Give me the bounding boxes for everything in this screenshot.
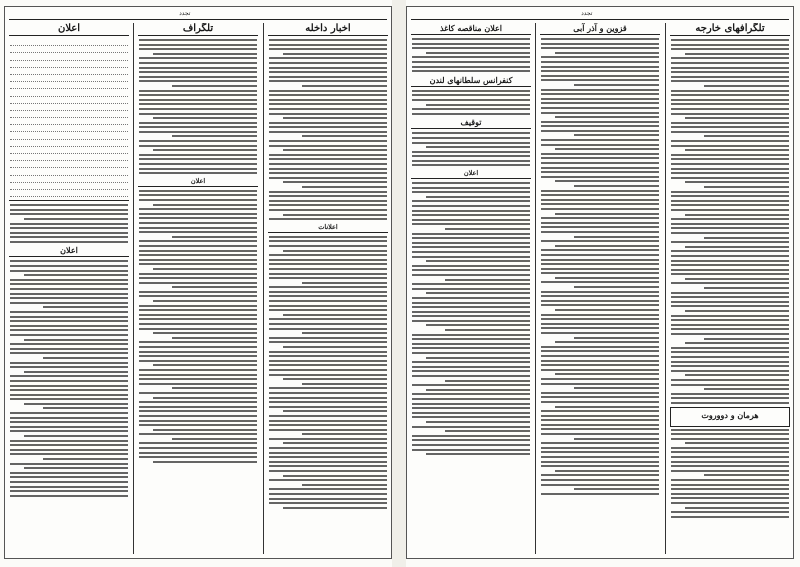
price-table-row	[10, 111, 128, 118]
price-table-row	[10, 183, 128, 190]
right-column-1-text-b	[412, 90, 530, 115]
right-column-3-heading: تلگرافهای خارجه	[670, 23, 790, 36]
right-column-2-heading: قزوین و آذر آبی	[540, 23, 660, 35]
right-column-1-text-d	[412, 182, 530, 455]
left-page-folio	[9, 9, 387, 20]
price-table-row	[10, 53, 128, 60]
price-table-row	[10, 46, 128, 53]
price-table-row	[10, 140, 128, 147]
right-column-1	[409, 23, 533, 554]
right-column-1-mid-heading-a: کنفرانس سلطانهای لندن	[411, 75, 531, 87]
price-table-row	[10, 132, 128, 139]
right-folio-title: تجدد	[581, 10, 593, 17]
left-column-1-heading: اعلان	[9, 23, 129, 36]
left-column-3-heading: اخبار داخله	[268, 23, 388, 36]
price-table-row	[10, 82, 128, 89]
right-column-1-mid-heading-c: اعلان	[411, 169, 531, 179]
price-table-row	[10, 190, 128, 197]
right-column-3	[668, 23, 792, 554]
right-column-2	[538, 23, 662, 554]
right-column-1-text-c	[412, 132, 530, 166]
price-table-row	[10, 104, 128, 111]
right-column-3-box-heading: هرمان و دووروت	[701, 409, 759, 420]
price-table-row	[10, 39, 128, 46]
left-column-3-text-a	[269, 39, 387, 220]
right-column-2-text-a	[541, 38, 659, 495]
price-table-row	[10, 147, 128, 154]
left-column-2-heading: تلگراف	[138, 23, 258, 36]
left-column-2-text-b	[139, 190, 257, 463]
left-page	[4, 6, 392, 559]
left-column-3-mid-heading: اعلانات	[268, 223, 388, 233]
left-column-1-mid-heading: اعلان	[9, 245, 129, 257]
left-column-3	[266, 23, 390, 554]
left-column-2-text-a	[139, 39, 257, 174]
right-page-folio	[411, 9, 789, 20]
right-page	[406, 6, 794, 559]
right-column-1-text-a	[412, 38, 530, 72]
left-column-1-text-a	[10, 204, 128, 243]
right-column-3-text-a	[671, 39, 789, 404]
left-column-1	[7, 23, 131, 554]
price-table	[10, 39, 128, 197]
left-column-2-mid-heading: اعلان	[138, 177, 258, 187]
price-table-row	[10, 125, 128, 132]
right-column-3-text-b	[671, 429, 789, 518]
price-table-row	[10, 118, 128, 125]
left-column-2	[136, 23, 260, 554]
price-table-row	[10, 168, 128, 175]
right-column-3-box	[670, 407, 790, 427]
right-column-1-mid-heading-b: توقیف	[411, 117, 531, 129]
price-table-row	[10, 75, 128, 82]
left-column-3-text-b	[269, 236, 387, 509]
price-table-row	[10, 161, 128, 168]
price-table-row	[10, 68, 128, 75]
left-folio-title: تجدد	[179, 10, 191, 17]
page-gutter	[392, 0, 406, 567]
price-table-row	[10, 154, 128, 161]
left-column-1-text-b	[10, 260, 128, 496]
price-table-row	[10, 176, 128, 183]
right-column-1-heading: اعلان مناقصه کاغذ	[411, 23, 531, 35]
price-table-row	[10, 97, 128, 104]
price-table-row	[10, 61, 128, 68]
price-table-row	[10, 89, 128, 96]
